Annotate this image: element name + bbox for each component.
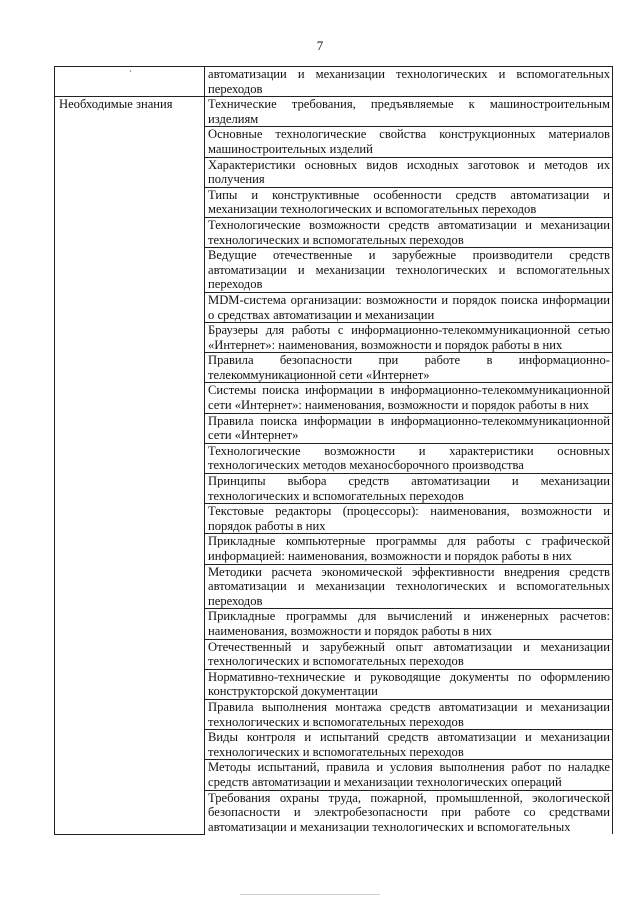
table-row xyxy=(55,97,613,127)
knowledge-item: Принципы выбора средств автоматизации и механизации технологических и вспомогательных переходов xyxy=(205,474,613,504)
knowledge-item: Типы и конструктивные особенности средств автоматизации и механизации технологических и вспомогательных переходов xyxy=(205,187,613,217)
section-label: Необходимые знания xyxy=(55,97,205,835)
knowledge-item: Ведущие отечественные и зарубежные производители средств автоматизации и механизации технологических и вспомогательных переходов xyxy=(205,248,613,293)
knowledge-item: MDM-система организации: возможности и порядок поиска информации о средствах автоматизации и механизации xyxy=(205,292,613,322)
knowledge-item: Отечественный и зарубежный опыт автоматизации и механизации технологических и вспомогательных переходов xyxy=(205,639,613,669)
knowledge-item: Основные технологические свойства конструкционных материалов машиностроительных изделий xyxy=(205,127,613,157)
knowledge-item: Прикладные компьютерные программы для работы с графической информацией: наименования, возможности и порядок работы в них xyxy=(205,534,613,564)
knowledge-item: Требования охраны труда, пожарной, промышленной, экологической безопасности и электробезопасности при работе со средствами автоматизации и механизации технологических и вспомогательных xyxy=(205,790,613,834)
table-row-continued xyxy=(55,67,613,97)
scan-mark: ` xyxy=(129,69,132,79)
knowledge-item: Методики расчета экономической эффективности внедрения средств автоматизации и механизации технологических и вспомогательных переходов xyxy=(205,564,613,609)
table-body xyxy=(55,67,613,835)
knowledge-item: Методы испытаний, правила и условия выполнения работ по наладке средств автоматизации и механизации технологических операций xyxy=(205,760,613,790)
knowledge-item: Браузеры для работы с информационно-телекоммуникационной сетью «Интернет»: наименования, возможности и порядок работы в них xyxy=(205,323,613,353)
page-number: 7 xyxy=(316,38,324,53)
knowledge-item: Технологические возможности средств автоматизации и механизации технологических и вспомогательных переходов xyxy=(205,217,613,247)
knowledge-item: Технологические возможности и характеристики основных технологических методов механосборочного производства xyxy=(205,443,613,473)
knowledge-item: Правила поиска информации в информационно-телекоммуникационной сети «Интернет» xyxy=(205,413,613,443)
footer-rule xyxy=(240,894,380,895)
knowledge-item: Системы поиска информации в информационно-телекоммуникационной сети «Интернет»: наименования, возможности и порядок работы в них xyxy=(205,383,613,413)
continued-row-text: автоматизации и механизации технологических и вспомогательных переходов xyxy=(205,67,613,97)
knowledge-item: Правила выполнения монтажа средств автоматизации и механизации технологических и вспомогательных переходов xyxy=(205,699,613,729)
knowledge-item: Текстовые редакторы (процессоры): наименования, возможности и порядок работы в них xyxy=(205,504,613,534)
knowledge-item: Нормативно-технические и руководящие документы по оформлению конструкторской документации xyxy=(205,669,613,699)
continued-row-label xyxy=(55,67,205,97)
knowledge-item: Технические требования, предъявляемые к машиностроительным изделиям xyxy=(205,97,613,127)
knowledge-table xyxy=(54,66,613,835)
knowledge-item: Прикладные программы для вычислений и инженерных расчетов: наименования, возможности и порядок работы в них xyxy=(205,609,613,639)
knowledge-item: Характеристики основных видов исходных заготовок и методов их получения xyxy=(205,157,613,187)
knowledge-item: Правила безопасности при работе в информационно-телекоммуникационной сети «Интернет» xyxy=(205,353,613,383)
knowledge-item: Виды контроля и испытаний средств автоматизации и механизации технологических и вспомогательных переходов xyxy=(205,730,613,760)
